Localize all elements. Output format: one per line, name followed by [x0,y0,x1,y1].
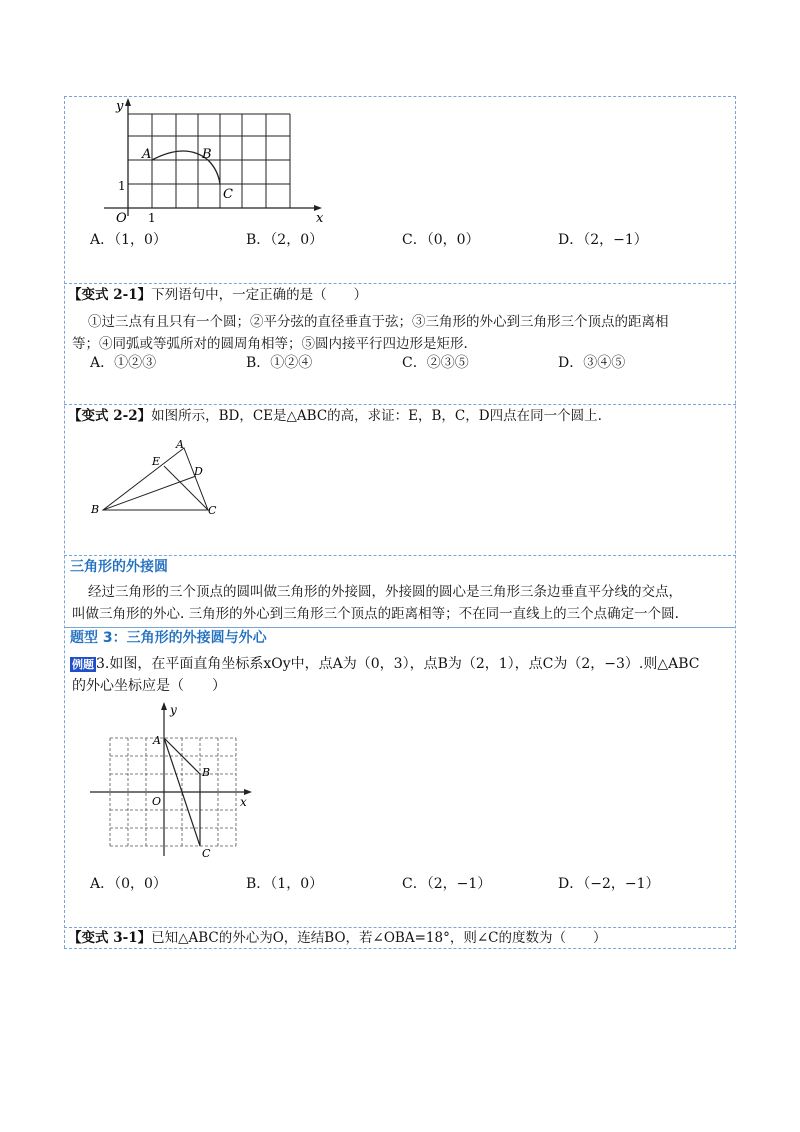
divider [64,627,736,628]
point-c-label: C [223,187,233,202]
v21-option-d[interactable]: D．③④⑤ [558,355,626,371]
vertex-b-label: B [91,503,100,516]
triangle-altitudes-figure [88,440,228,520]
question-stem: 已知△ABC的外心为O，连结BO，若∠OBA=18°，则∠C的度数为（ ） [151,930,607,946]
divider [64,927,736,928]
example-3-line2: 的外心坐标应是（ ） [72,678,226,694]
axis-x-label: x [240,795,247,809]
divider [64,555,736,556]
vertex-a-label: A [176,438,184,451]
example-3-line1 [70,656,700,673]
variant-tag: 【变式 2-1】 [68,287,152,303]
tick-x-label: 1 [148,211,156,225]
origin-label: O [152,795,162,808]
ex3-option-b[interactable]: B．（1，0） [246,876,324,892]
divider [64,96,736,97]
v21-option-a[interactable]: A．①②③ [90,355,157,371]
divider [64,404,736,405]
point-b-label: B [202,766,211,779]
origin-label: O [116,211,127,226]
ex3-option-d[interactable]: D．（−2，−1） [558,876,660,892]
v21-option-b[interactable]: B．①②④ [246,355,313,371]
axis-y-label: y [116,99,124,114]
ex3-option-c[interactable]: C．（2，−1） [402,876,492,892]
divider [64,948,736,949]
coordinate-grid-figure [90,700,260,860]
q1-option-b[interactable]: B．（2，0） [246,232,324,248]
point-c-label: C [202,847,211,860]
body-line: 经过三角形的三个顶点的圆叫做三角形的外接圆，外接圆的圆心是三角形三条边垂直平分线的交点， [88,584,682,600]
point-e-label: E [152,455,161,468]
ex3-option-a[interactable]: A．（0，0） [90,876,167,892]
tick-y-label: 1 [118,179,126,193]
q1-option-c[interactable]: C．（0，0） [402,232,480,248]
q1-option-a[interactable]: A．（1，0） [90,232,167,248]
point-d-label: D [194,465,203,478]
point-a-label: A [142,147,152,162]
q1-option-d[interactable]: D．（2，−1） [558,232,648,248]
variant-2-1-heading [68,287,367,303]
type-3-title: 题型 3：三角形的外接圆与外心 [70,630,267,646]
point-b-label: B [202,147,212,162]
body-line: ①过三点有且只有一个圆；②平分弦的直径垂直于弦；③三角形的外心到三角形三个顶点的距离相 [88,314,669,330]
divider [64,283,736,284]
v21-option-c[interactable]: C．②③⑤ [402,355,469,371]
variant-3-1-heading [68,930,606,946]
body-line: 等；④同弧或等弧所对的圆周角相等；⑤圆内接平行四边形是矩形. [72,336,468,352]
example-badge: 例题 [72,658,94,671]
knowledge-body [72,581,732,625]
question-stem: 如图所示，BD，CE是△ABC的高，求证：E，B，C，D四点在同一个圆上. [151,408,602,424]
question-stem: 下列语句中，一定正确的是（ ） [151,287,368,303]
axis-y-label: y [170,703,177,717]
vertex-c-label: C [208,504,217,517]
body-line: 叫做三角形的外心. 三角形的外心到三角形三个顶点的距离相等；不在同一直线上的三个点确定一个圆. [72,606,679,622]
knowledge-title: 三角形的外接圆 [70,559,168,575]
variant-2-1-body [72,311,732,355]
variant-2-2-heading [68,408,602,424]
variant-tag: 【变式 3-1】 [68,930,152,946]
grid-arc-figure [90,98,340,228]
point-a-label: A [153,734,161,747]
axis-x-label: x [316,211,324,226]
variant-tag: 【变式 2-2】 [68,408,152,424]
question-stem: 3.如图，在平面直角坐标系xOy中，点A为（0，3），点B为（2，1），点C为（2，−3）.则△ABC [96,656,700,672]
